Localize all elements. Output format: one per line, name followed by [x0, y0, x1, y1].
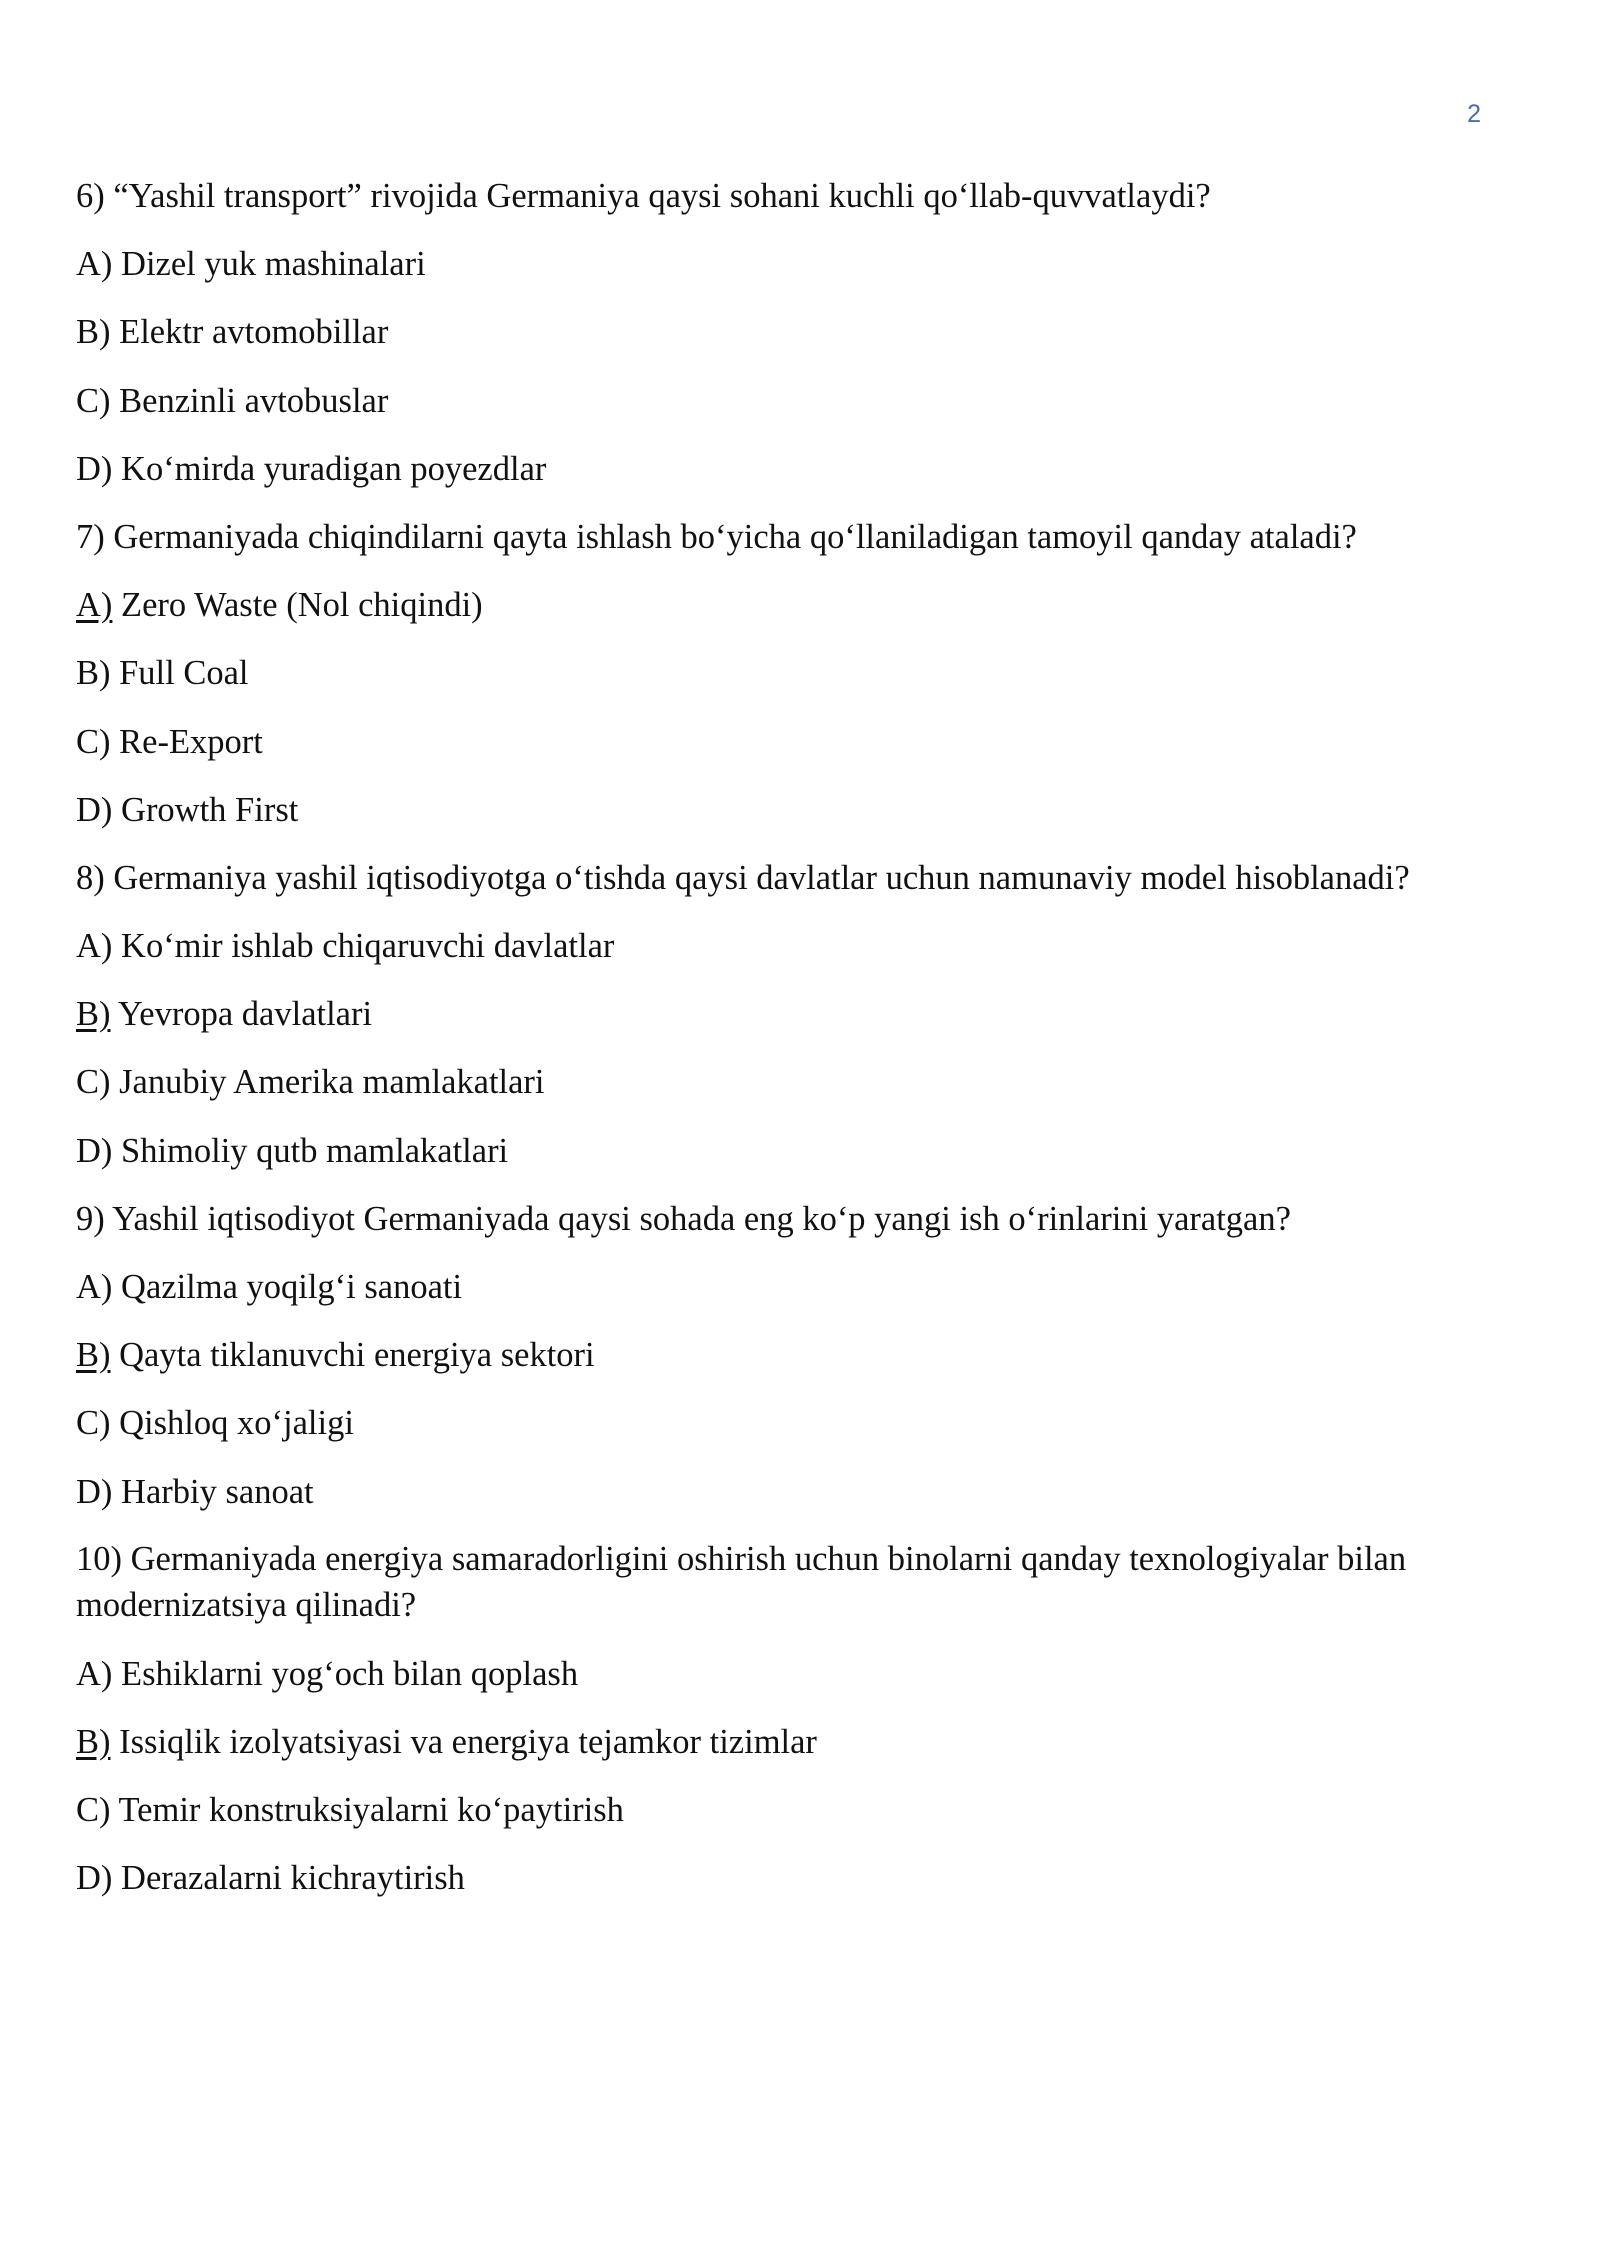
answer-option: [76, 1127, 1546, 1195]
answer-option: [76, 1854, 1546, 1922]
option-letter: B): [76, 654, 111, 693]
answer-option: [76, 786, 1546, 854]
question-text: 7) Germaniyada chiqindilarni qayta ishlash bo‘yicha qo‘llaniladigan tamoyil qanday ataladi?: [76, 517, 1357, 556]
question-text: 8) Germaniya yashil iqtisodiyotga o‘tishda qaysi davlatlar uchun namunaviy model hisoblanadi?: [76, 858, 1410, 897]
answer-option: [76, 240, 1546, 308]
answer-option: [76, 922, 1546, 990]
option-letter: A): [76, 1654, 113, 1693]
option-letter: A): [76, 1268, 113, 1306]
option-text: Dizel yuk mashinalari: [112, 245, 426, 284]
answer-option-marked: [76, 1718, 1546, 1786]
option-letter: C): [76, 1404, 111, 1443]
answer-option: [76, 649, 1546, 717]
option-text: Full Coal: [110, 654, 249, 693]
question-text: 10) Germaniyada energiya samaradorligini oshirish uchun binolarni qanday texnologiyalar bilan modernizatsiya qilinadi?: [76, 1539, 1407, 1624]
option-text: Harbiy sanoat: [112, 1472, 314, 1511]
answer-option: [76, 1650, 1546, 1718]
answer-option: [76, 1058, 1546, 1126]
option-text: Qazilma yoqilg‘i sanoati: [112, 1268, 463, 1306]
option-letter-underlined: B): [76, 995, 111, 1034]
option-letter: C): [76, 1791, 111, 1830]
page-number: 2: [1467, 100, 1481, 128]
option-letter: C): [76, 381, 111, 420]
answer-option: [76, 377, 1546, 445]
answer-option: [76, 445, 1546, 513]
answer-option: [76, 718, 1546, 786]
option-text: Qayta tiklanuvchi energiya sektori: [110, 1336, 595, 1375]
option-text: Ko‘mirda yuradigan poyezdlar: [112, 449, 547, 488]
option-text: Benzinli avtobuslar: [110, 381, 389, 420]
option-letter-underlined: B): [76, 1722, 111, 1761]
answer-option: [76, 1786, 1546, 1854]
option-text: Re-Export: [110, 722, 263, 761]
answer-option-marked: [76, 581, 1546, 649]
answer-option-marked: [76, 990, 1546, 1058]
option-letter: D): [76, 1859, 113, 1898]
question-text: 9) Yashil iqtisodiyot Germaniyada qaysi sohada eng ko‘p yangi ish o‘rinlarini yaratgan?: [76, 1199, 1291, 1238]
option-letter: C): [76, 1063, 111, 1102]
option-text: Zero Waste (Nol chiqindi): [112, 586, 483, 625]
option-text: Derazalarni kichraytirish: [112, 1859, 465, 1898]
option-text: Issiqlik izolyatsiyasi va energiya tejamkor tizimlar: [110, 1722, 817, 1761]
option-letter: A): [76, 927, 113, 966]
option-text: Ko‘mir ishlab chiqaruvchi davlatlar: [112, 927, 615, 966]
option-text: Qishloq xo‘jaligi: [110, 1404, 354, 1443]
option-text: Eshiklarni yog‘och bilan qoplash: [112, 1654, 579, 1693]
option-text: Elektr avtomobillar: [110, 313, 389, 352]
option-text: Temir konstruksiyalarni ko‘paytirish: [110, 1791, 624, 1830]
option-text: Janubiy Amerika mamlakatlari: [110, 1063, 545, 1102]
answer-option-marked: [76, 1331, 1546, 1399]
option-letter-underlined: B): [76, 1336, 111, 1375]
quiz-content: [76, 172, 1546, 1923]
option-letter: D): [76, 1472, 113, 1511]
option-text: Shimoliy qutb mamlakatlari: [112, 1131, 509, 1170]
answer-option: [76, 1399, 1546, 1467]
option-text: Yevropa davlatlari: [110, 995, 373, 1034]
option-letter: C): [76, 722, 111, 761]
answer-option: [76, 1468, 1546, 1536]
answer-option: [76, 1263, 1546, 1331]
option-letter: B): [76, 313, 111, 352]
answer-option: [76, 308, 1546, 376]
question-text: 6) “Yashil transport” rivojida Germaniya qaysi sohani kuchli qo‘llab-quvvatlaydi?: [76, 177, 1211, 215]
option-text: Growth First: [112, 790, 299, 829]
option-letter: D): [76, 790, 113, 829]
option-letter: D): [76, 449, 113, 488]
option-letter: A): [76, 245, 113, 284]
option-letter: D): [76, 1131, 113, 1170]
option-letter-underlined: A): [76, 586, 113, 625]
